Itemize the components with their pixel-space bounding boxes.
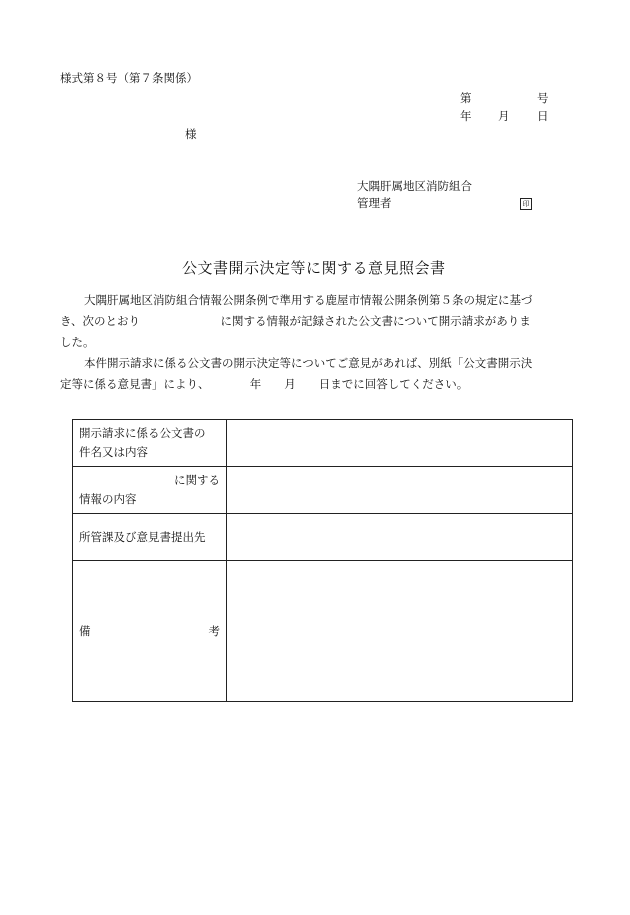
p1-line3: した。 [60, 335, 95, 349]
row3-value[interactable] [227, 514, 573, 561]
p1-line1: 大隅肝属地区消防組合情報公開条例で準用する鹿屋市情報公開条例第５条の規定に基づ [84, 293, 533, 307]
table-row-department [73, 514, 573, 561]
inquiry-table [72, 419, 573, 702]
addressee-honorific: 様 [185, 127, 197, 141]
date-day: 日 [537, 109, 549, 123]
doc-number-suffix: 号 [537, 91, 549, 105]
row1-label-line2: 件名又は内容 [79, 445, 148, 459]
row2-label-line2: 情報の内容 [79, 492, 137, 506]
date-month: 月 [498, 109, 510, 123]
seal-mark [520, 195, 532, 210]
row2-value[interactable] [227, 467, 573, 514]
row2-label [73, 467, 227, 514]
remarks-label-left: 備 [79, 624, 91, 638]
p2-line2: 定等に係る意見書」により、 年 月 日までに回答してください。 [60, 377, 469, 391]
table-row-remarks [73, 561, 573, 702]
row1-label [73, 420, 227, 467]
remarks-label [79, 623, 220, 639]
document-title: 公文書開示決定等に関する意見照会書 [182, 259, 446, 277]
body-paragraph-2 [60, 353, 580, 395]
table-row-info [73, 467, 573, 514]
row1-value[interactable] [227, 420, 573, 467]
sender-title: 管理者 [357, 196, 392, 210]
date-year: 年 [460, 109, 472, 123]
remarks-label-right: 考 [208, 624, 220, 638]
row1-label-line1: 開示請求に係る公文書の [79, 426, 206, 440]
row4-label [73, 561, 227, 702]
row3-label: 所管課及び意見書提出先 [73, 514, 227, 561]
row2-label-line1: に関する [174, 473, 220, 487]
p2-line1: 本件開示請求に係る公文書の開示決定等についてご意見があれば、別紙「公文書開示決 [84, 356, 533, 370]
p1-line2: き、次のとおり に関する情報が記録された公文書について開示請求がありま [60, 314, 531, 328]
form-number: 様式第８号（第７条関係） [60, 71, 198, 85]
table-row-subject [73, 420, 573, 467]
body-paragraph-1 [60, 290, 580, 353]
row4-value[interactable] [227, 561, 573, 702]
seal-icon: 印 [520, 198, 532, 210]
doc-number-prefix: 第 [460, 91, 472, 105]
sender-organization: 大隅肝属地区消防組合 [357, 179, 472, 193]
